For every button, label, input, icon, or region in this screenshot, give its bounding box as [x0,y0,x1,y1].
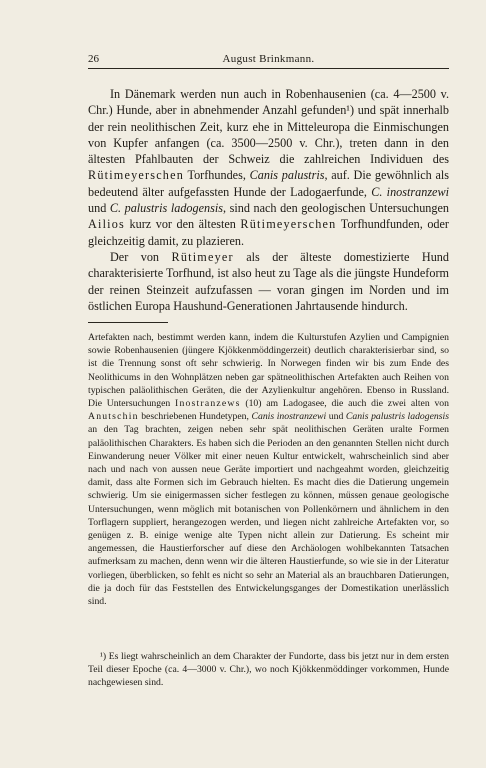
page-header [88,53,449,67]
footnote-1 [88,650,449,690]
page-number: 26 [88,53,99,65]
main-text [88,86,449,314]
species-name: C. palustris ladogensis [109,201,223,216]
footnote-text: ¹) Es liegt wahrscheinlich an dem Charakter der Fundorte, dass bis jetzt nur in dem ersten Teil dieser Epoche (ca. 4—3000 v. Chr.), wo noch Kjökkenmöddinger vorkommen, Hunde nachgewiesen sind. [88,651,449,689]
author-name-spaced: Rütimeyer [171,249,234,264]
author-name-spaced: Inostranzews [175,398,241,410]
species-name: Canis palustris ladogensis [345,411,449,423]
species-name: C. inostranzewi [371,184,449,199]
running-title: August Brinkmann. [222,53,315,65]
note-paragraph: Artefakten nach, bestimmt werden kann, indem die Kulturstufen Azylien und Campignien sowie Robenhausenien (jüngere Kjökkenmöddingerzeit) deutlich charakterisierbar sind, so ist die Trennung sonst oft sehr schwierig. In Norwegen finden wir bis zum Ende des Neolithicums in den Wohnplätzen neben gar spätneolithischen Artefakten auch Reihen von typischen paläolithischen Geräten, die der Azylienkultur angehören. Ebenso in Russland. Die Untersuchungen Inostranzews (10) am Ladogasee, die auch die zwei alten von Anutschin beschriebenen Hundetypen, Canis inostranzewi und Canis palustris ladogensis an den Tag brachten, zeigen neben sehr spät neolithischen Geräten uralte Formen paläolithischen Charakters. Es haben sich die Perioden an den genannten Stellen nicht durch Einwanderung neuer Völker mit einer neuen Kultur entwickelt, wahrscheinlich sind aber nach und nach von aussen neue Geräte importiert und nachgeahmt worden, gleichzeitig damit, dass alte Formen sich im Gebrauch hielten. Es macht dies die Datierung ungemein schwierig. Um sie einigermassen sicher festlegen zu können, müssen genaue geologische Untersuchungen, wenn möglich mit botanischen von Pollenkörnern und ähnlichem in den Torflagern suppliert, herangezogen werden, und liegen nicht zahlreiche Artefakten vor, so genügen z. B. einige wenige alte Typen nicht allein zur Datierung. Es scheint mir angemessen, die Haustierforscher auf diese den Archäologen wohlbekannten Tatsachen aufmerksam zu machen, denn wenn wir die älteren Haustierfunde, so wie sie in der Literatur vorliegen, überblicken, so fehlt es nicht so sehr an Material als an brauchbaren Datierungen, die ja doch für das Feststellen des Entwickelungsganges der Domestikation unerlässlich sind. [88,332,449,608]
paragraph-2: Der von Rütimeyer als der älteste domestizierte Hund charakterisierte Torfhund, ist also heut zu Tage als die jüngste Hundeform der reinen Steinzeit aufzufassen — voran gingen im Norden und im östlichen Europa Haushund-Generationen Jahrtausende hindurch. [88,249,449,313]
header-rule [88,68,449,69]
paragraph-1: In Dänemark werden nun auch in Robenhausenien (ca. 4—2500 v. Chr.) Hunde, aber in abnehmender Anzahl gefunden¹) und spät innerhalb der rein neolithischen Zeit, kurz ehe in Mitteleuropa die Einmischungen von Kupfer anfangen (ca. 3500—2500 v. Chr.), treten dann in den ältesten Pfahlbauten der Schweiz die zahlreichen Individuen des Rütimeyerschen Torfhundes, Canis palustris, auf. Die gewöhnlich als bedeutend älter aufgefassten Hunde der Ladogaerfunde, C. inostranzewi und C. palustris ladogensis, sind nach den geologischen Untersuchungen Ailios kurz vor den ältesten Rütimeyerschen Torfhundfunden, oder gleichzeitig damit, zu plazieren. [88,87,449,248]
author-name-spaced: Anutschin [88,411,139,423]
species-name: Canis palustris [249,168,325,183]
footnote-continuation [88,331,449,608]
footnote-divider [88,322,168,323]
author-name-spaced: Rütimeyerschen [88,168,184,183]
species-name: Canis inostranzewi [251,411,327,423]
author-name-spaced: Rütimeyerschen [240,217,337,232]
author-name-spaced: Ailios [88,217,125,232]
